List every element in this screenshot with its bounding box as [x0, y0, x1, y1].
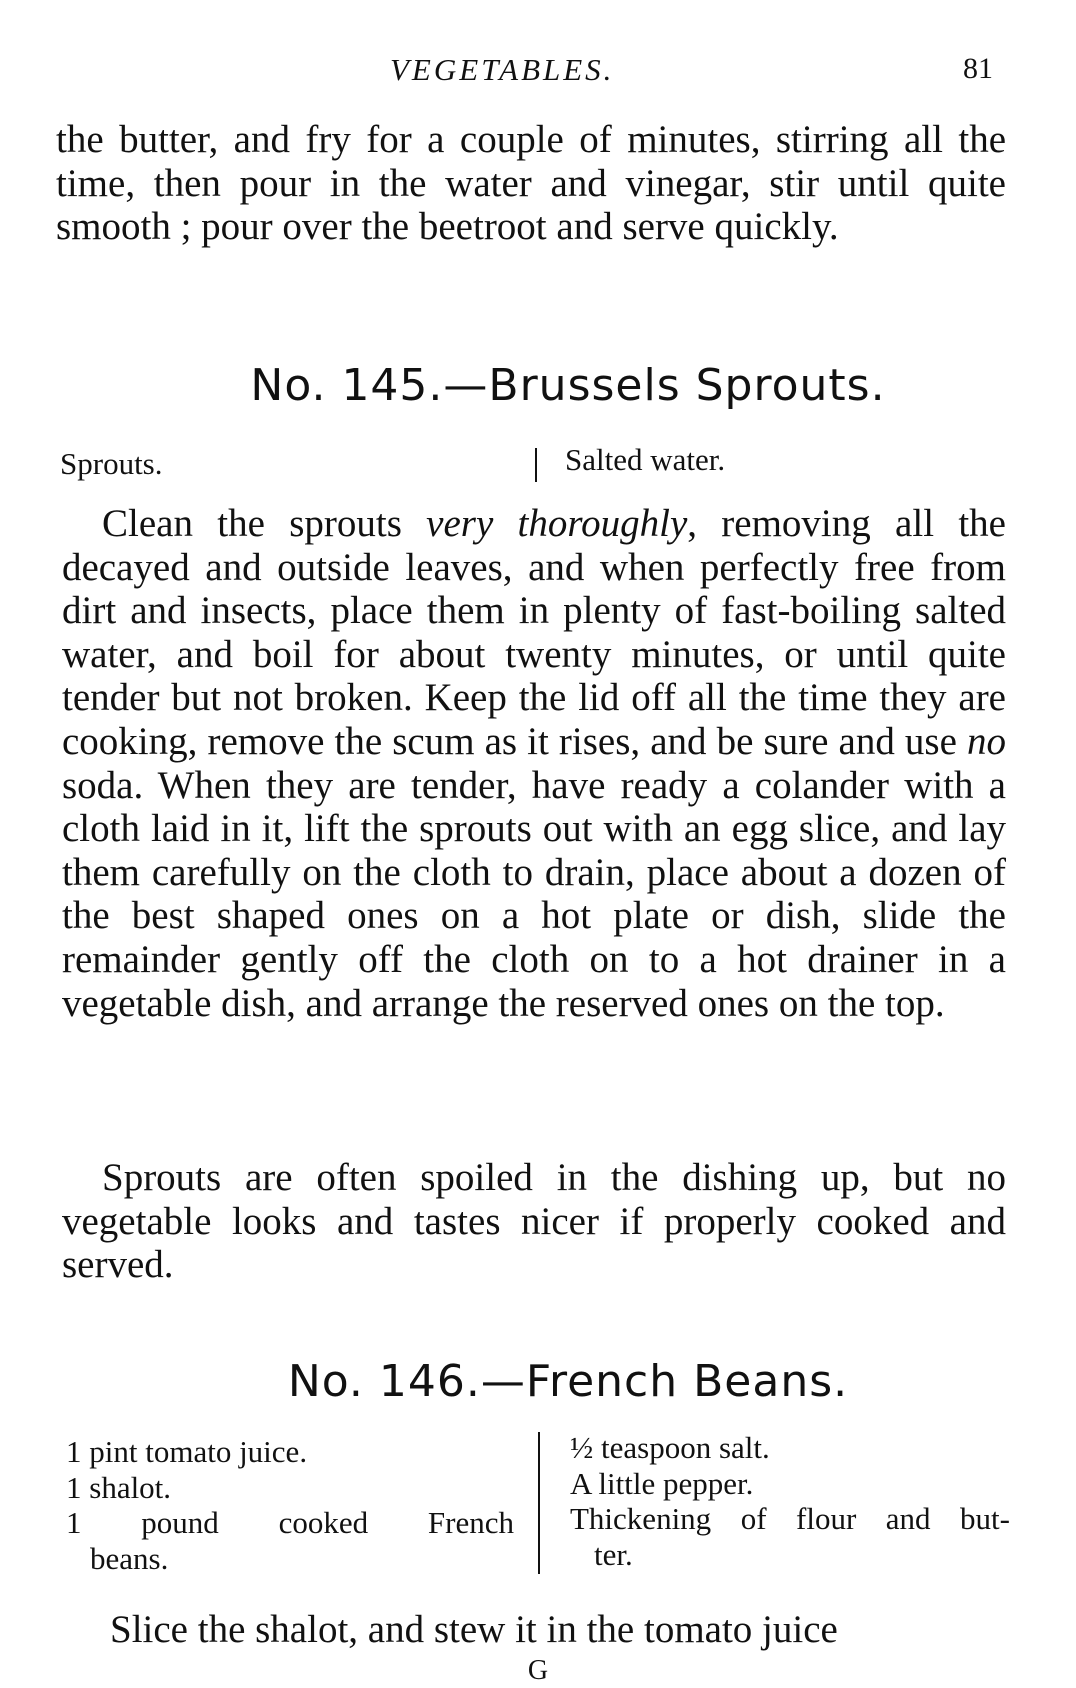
ingredient-line: ½ teaspoon salt. [570, 1430, 770, 1465]
ingredient-line: 1 pound cooked French [66, 1505, 514, 1540]
recipe-145-method [62, 502, 1006, 1025]
method-text: soda. When they are tender, have ready a colander with a cloth laid in it, lift the sprouts out with an egg slice, and lay them carefully on the cloth to drain, place about a dozen of the best shaped ones on a hot plate or dish, slide the remainder gently off the cloth on to a hot drainer in a vegetable dish, and arrange the reserved ones on the top. [62, 763, 1006, 1025]
continuation-paragraph: the butter, and fry for a couple of minutes, stirring all the time, then pour in the water and vinegar, stir until quite smooth ; pour over the beetroot and serve quickly. [56, 118, 1006, 249]
method-text: Clean the sprouts [102, 502, 427, 545]
ingredient-line: ter. [594, 1536, 633, 1572]
method-emphasis: no [967, 719, 1006, 763]
recipe-146-ingredients-left [66, 1434, 514, 1576]
ingredient-column-divider [535, 448, 537, 482]
ingredient-line: 1 pint tomato juice. [66, 1434, 308, 1469]
recipe-146-ingredients-right [570, 1430, 1010, 1572]
ingredient-line: Thickening of flour and but- [570, 1501, 1010, 1536]
ingredient-line: beans. [90, 1540, 169, 1576]
recipe-145-ingredient-right: Salted water. [565, 442, 726, 477]
running-title: VEGETABLES. [390, 52, 615, 87]
ingredient-line: A little pepper. [570, 1465, 754, 1501]
method-text: , removing all the decayed and outside leaves, and when perfectly free from dirt and insects, place them in plenty of fast-boiling salted water, and boil for about twenty minutes, or until quite tender but not broken. Keep the lid off all the time they are cooking, remove the scum as it rises, and be sure and use [62, 502, 1006, 763]
page-number: 81 [963, 52, 993, 85]
recipe-145-title: No. 145.—Brussels Sprouts. [250, 360, 886, 411]
recipe-145-note: Sprouts are often spoiled in the dishing up, but no vegetable looks and tastes nicer if properly cooked and served. [62, 1156, 1006, 1287]
ingredient-line: 1 shalot. [66, 1469, 172, 1505]
running-head [0, 52, 1076, 92]
ingredient-column-divider [538, 1432, 540, 1574]
recipe-145-ingredient-left: Sprouts. [60, 446, 163, 481]
method-emphasis: very thoroughly [426, 502, 688, 545]
recipe-146-method: Slice the shalot, and stew it in the tomato juice [110, 1608, 838, 1651]
printer-signature-mark: G [527, 1655, 549, 1686]
recipe-146-title: No. 146.—French Beans. [287, 1356, 849, 1407]
